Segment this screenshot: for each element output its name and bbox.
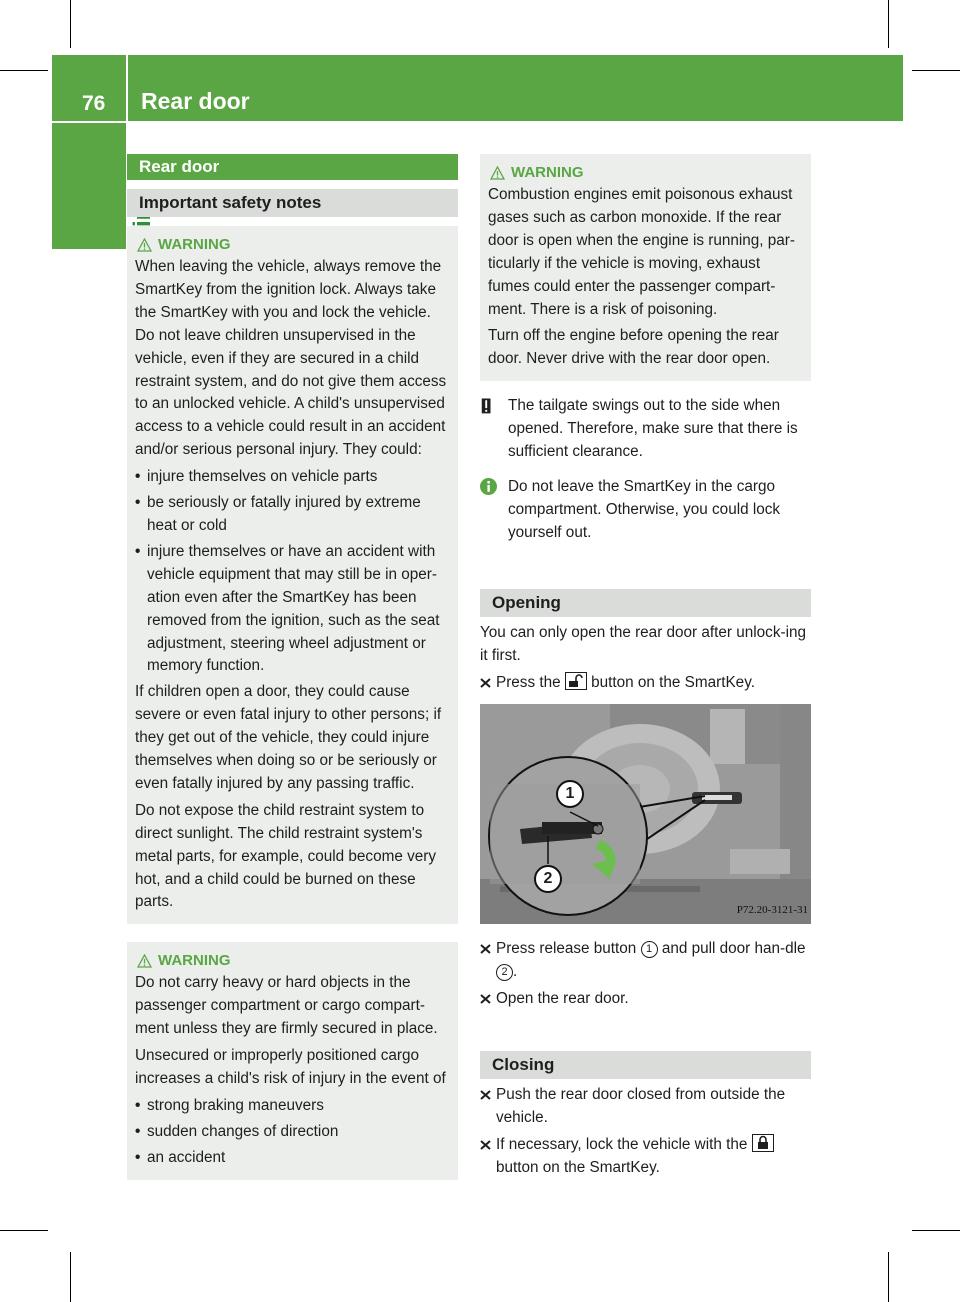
instruction-step — [480, 938, 811, 984]
image-code: P72.20-3121-31 — [736, 903, 808, 916]
warning-label: WARNING — [511, 164, 584, 181]
warning-text: Combustion engines emit poisonous exhaust gases such as carbon monoxide. If the rear door is open when the engine is running, par-ticularly if the vehicle is moving, exhaust fumes could enter the passenger compart-ment. There is a risk of poisoning. — [488, 186, 795, 318]
warning-heading — [490, 162, 803, 184]
list-item: • strong braking maneuvers — [135, 1095, 450, 1118]
warning-text: Do not expose the child restraint system to direct sunlight. The child restraint system's metal parts, for example, could become very hot, and a child could be burned on these parts. — [135, 801, 436, 911]
warning-label: WARNING — [158, 952, 231, 970]
list-item: • an accident — [135, 1147, 450, 1170]
page-number: 76 — [82, 92, 106, 115]
step-text: Press release button — [496, 940, 637, 958]
left-column — [127, 154, 458, 1180]
callout-1: 1 — [565, 785, 575, 803]
crop-mark — [70, 0, 71, 48]
step-arrow-icon — [480, 988, 492, 1010]
chapter-tab — [52, 123, 126, 249]
subsection-title: Opening — [480, 589, 811, 617]
warning-heading — [137, 950, 450, 972]
caution-note — [480, 395, 811, 464]
step-arrow-icon — [480, 1134, 492, 1156]
crop-mark — [0, 1230, 48, 1231]
warning-triangle-icon — [490, 166, 505, 180]
info-text: Do not leave the SmartKey in the cargo compartment. Otherwise, you could lock yourself out. — [508, 477, 781, 541]
warning-triangle-icon — [137, 954, 152, 968]
step-text: button on the SmartKey. — [496, 1158, 660, 1176]
chapter-sidebar — [52, 123, 126, 1191]
lock-button-icon — [752, 1134, 774, 1152]
crop-mark — [912, 1230, 960, 1231]
warning-heading — [137, 234, 450, 256]
section-title: Rear door — [127, 154, 458, 180]
instruction-step — [480, 1084, 811, 1130]
rear-door-figure — [480, 704, 811, 924]
step-text: Open the rear door. — [496, 990, 629, 1008]
body-text: You can only open the rear door after unlock-ing it first. — [480, 623, 806, 664]
warning-triangle-icon — [137, 238, 152, 252]
header-separator — [126, 55, 128, 121]
step-text: Push the rear door closed from outside the vehicle. — [496, 1086, 786, 1127]
list-item: • injure themselves on vehicle parts — [135, 466, 450, 489]
callout-ref-1: 1 — [641, 941, 658, 958]
warning-label: WARNING — [158, 236, 231, 253]
running-head: Rear door — [141, 88, 250, 114]
step-text: . — [513, 963, 518, 981]
crop-mark — [912, 70, 960, 71]
right-column — [480, 154, 811, 1184]
caution-text: The tailgate swings out to the side when opened. Therefore, make sure that there is sufficient clearance. — [508, 397, 798, 461]
step-text: and pull door han-dle — [661, 940, 806, 958]
warning-text: When leaving the vehicle, always remove the SmartKey from the ignition lock. Always take the SmartKey with you and lock the vehicle. Do not leave children unsupervised in the vehicle, even if they are secured in a child restraint system, and do not give them access to an unlocked vehicle. A child's unsupervised access to a vehicle could result in an accident and/or serious personal injury. They could: — [135, 258, 447, 459]
step-text: If necessary, lock the vehicle with the — [496, 1135, 748, 1153]
callout-ref-2: 2 — [496, 964, 513, 981]
warning-box — [127, 942, 458, 1179]
step-text: button on the SmartKey. — [591, 673, 755, 691]
warning-text: Unsecured or improperly positioned cargo increases a child's risk of injury in the event of — [135, 1047, 446, 1087]
list-item: • injure themselves or have an accident with vehicle equipment that may still be in oper-ation even after the SmartKey has been removed from the ignition, such as the seat adjustment, steering wheel adjustment or memory function. — [135, 541, 450, 678]
step-text: Press the — [496, 673, 561, 691]
warning-text: If children open a door, they could cause severe or even fatal injury to other persons; if they get out of the vehicle, they could injure themselves when doing so or be seriously or even fatally injured by any passing traffic. — [135, 683, 442, 792]
info-icon — [480, 478, 497, 495]
warning-text: Turn off the engine before opening the rear door. Never drive with the rear door open. — [488, 327, 779, 368]
warning-bullet-list — [135, 466, 450, 678]
step-arrow-icon — [480, 672, 492, 694]
crop-mark — [888, 0, 889, 48]
crop-mark — [0, 70, 48, 71]
instruction-step — [480, 672, 811, 695]
instruction-step — [480, 988, 811, 1011]
crop-mark — [888, 1252, 889, 1302]
warning-box — [127, 226, 458, 924]
unlock-button-icon — [565, 672, 587, 690]
subsection-title: Important safety notes — [127, 189, 458, 217]
step-arrow-icon — [480, 938, 492, 960]
step-arrow-icon — [480, 1084, 492, 1106]
info-note — [480, 476, 811, 545]
rear-door-illustration — [480, 704, 811, 924]
instruction-step — [480, 1134, 811, 1180]
exclamation-icon — [480, 397, 494, 414]
callout-2: 2 — [543, 870, 553, 888]
subsection-title: Closing — [480, 1051, 811, 1079]
list-item: • be seriously or fatally injured by extreme heat or cold — [135, 492, 450, 538]
warning-text: Do not carry heavy or hard objects in the passenger compartment or cargo compart-ment unless they are firmly secured in place. — [135, 974, 438, 1038]
list-item: • sudden changes of direction — [135, 1121, 450, 1144]
crop-mark — [70, 1252, 71, 1302]
warning-box — [480, 154, 811, 381]
warning-bullet-list — [135, 1095, 450, 1170]
